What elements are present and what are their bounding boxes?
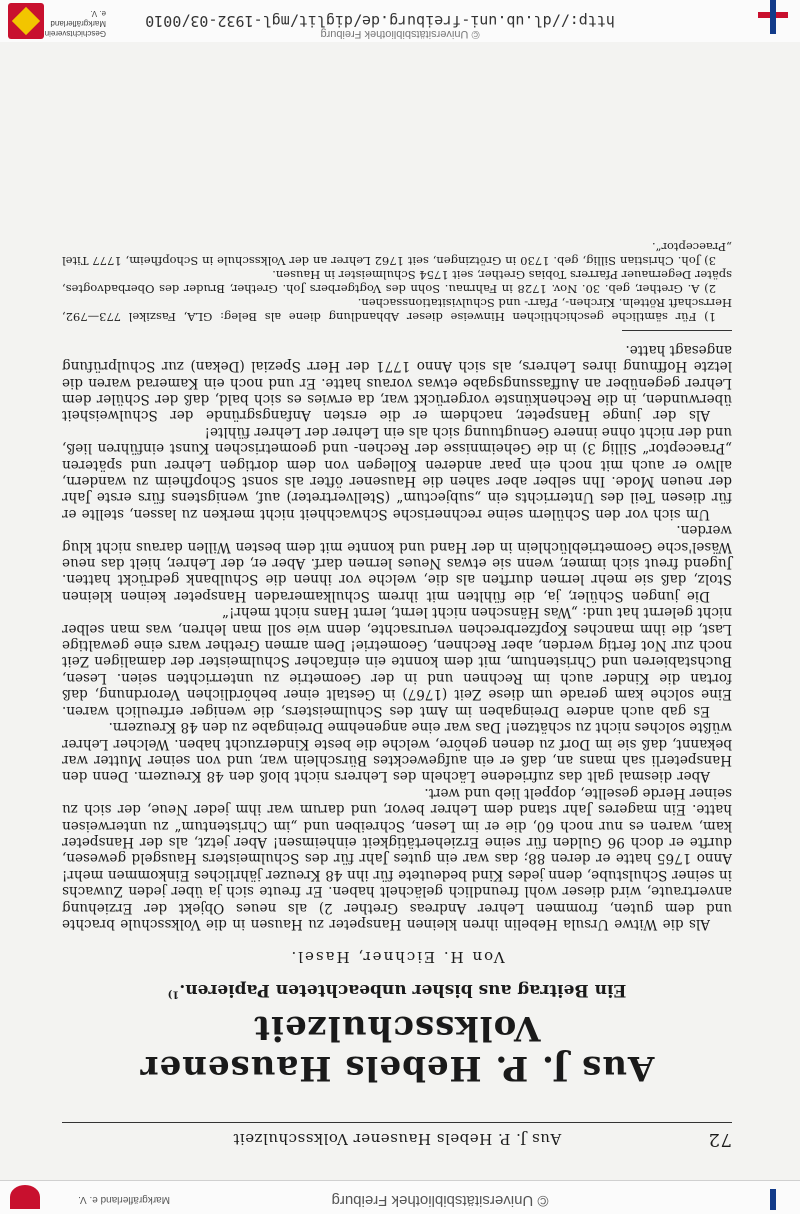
viewer-header <box>0 0 800 43</box>
association-logo-icon <box>8 3 44 39</box>
page-number: 72 <box>708 1129 732 1150</box>
paragraph: Es gab auch andere Dreingaben im Amt des Schulmeisters, die weniger erfreulich waren. Eine solche kam gerade um diese Zeit (1767) in Gestalt einer behördlichen Verordnung, daß fortan die Kinder auch im Rechnen und in der Geometrie zu unterrichten seien. Lesen, Buchstabieren und Christentum, mit dem konnte ein einfacher Schulmeister der damaligen Zeit noch zur Not fertig werden, aber Rechnen, Geometrie! Dem armen Grether wars eine gewaltige Last, die ihm manches Kopfzerbrechen verursachte, denn wie soll man lehren, was man selber nicht gelernt hat und: „Was Hänschen nicht lernt, lernt Hans nicht mehr!“ <box>62 604 732 719</box>
footnote: 1) Für sämtliche geschichtlichen Hinweise dieser Abhandlung diene als Beleg: GLA, Faszikel 773—792, Herrschaft Rötteln. Kirchen-, Pfarr- und Schulvisitationssachen. <box>62 296 732 325</box>
library-credit: © Universitätsbibliothek Freiburg <box>320 28 480 40</box>
scanned-page <box>0 42 800 1180</box>
paragraph: Die jungen Schüler, ja, die fühlten mit ihrem Schulkameraden Hanspeter keinen kleinen Stolz, daß sie mehr lernen durften als die, welche vor ihnen die Schulbank gedrückt hatten. Jugend freut sich immer, wenn sie etwas Neues lernen darf. Aber er, der Lehrer, hielt das neue Wäsel'sche Geometrieblüchlein in der Hand und konnte mit dem besten Willen daraus nicht klug werden. <box>62 522 732 604</box>
page-content <box>62 240 732 1150</box>
association-logo-icon <box>10 1185 40 1209</box>
article-body <box>62 341 732 932</box>
subtitle-footnote-mark: 1) <box>167 988 180 1000</box>
page-url[interactable]: http://dl.ub.uni-freiburg.de/diglit/mgl-1932-03/0010 <box>145 12 615 30</box>
viewer-footer <box>0 1180 800 1214</box>
article-title: Aus J. P. Hebels Hausener Volksschulzeit <box>139 1008 655 1088</box>
paragraph: Als der junge Hanspeter, nachdem er die ersten Anfangsgründe der Schulweisheit überwunden, in die Rechenkünste vorgerückt war, da erwies es sich bald, daß der Schüler dem Lehrer gegenüber an Auffassungsgabe etwas voraus hatte. Er und noch ein Kamerad waren die letzte Hoffnung ihres Lehrers, als sich Anno 1771 der Herr Spezial (Dekan) zur Schulprüfung angesagt hatte. <box>62 341 732 424</box>
footnote: 2) A. Grether, geb. 30. Nov. 1728 in Fahrnau. Sohn des Vogtgerbers Joh. Grether, Bruder des Oberbadvogtes, später Degernauer Pfarrers Tobias Grether, seit 1754 Schulmeister in Hausen. <box>62 268 732 297</box>
library-logo-icon <box>758 0 788 40</box>
footnote: 3) Joh. Christian Sillig, geb. 1730 in Grötzingen, seit 1762 Lehrer an der Volksschule in Schopfheim, 1777 Titel „Praeceptor“. <box>62 240 732 269</box>
running-head-title: Aus J. P. Hebels Hausener Volksschulzeit <box>232 1130 562 1148</box>
footer-association: Markgräflerland e. V. <box>78 1194 170 1205</box>
footnotes <box>62 240 732 324</box>
library-logo-icon <box>762 1185 784 1210</box>
footnote-divider <box>622 330 732 331</box>
association-name: Geschichtsverein Markgräflerland e. V. <box>44 9 106 38</box>
running-header <box>62 1122 732 1150</box>
paragraph: Um sich vor den Schülern seine rechnerische Schwachheit nicht merken zu lassen, stellte er für diesen Teil des Unterrichts ein „subjectum“ (Stellvertreter) auf, wenigstens fürs erste Jahr der neuen Mode. Ihn selber aber sahen die Hausener öfter als sonst Schopfheim zu wandern, allwo er auch mit noch ein paar anderen Kollegen von dem dortigen Lehrer und späteren „Praeceptor“ Sillig 3) in die Geheimnisse der Rechen- und geometrischen Kunst einführen ließ, und der nicht ohne innere Genugtuung sich als ein Lehrer der Lehrer fühlte! <box>62 423 732 522</box>
paragraph: Aber diesmal galt das zufriedene Lächeln des Lehrers nicht bloß den 48 Kreuzern. Denn den Hanspeterli sah mans an, daß er ein aufgewecktes Bürschlein war, und von seiner Mutter war bekannt, daß sie im Dorf zu denen gehöre, welche die beste Kinderzucht haben. Welcher Lehrer wüßte solches nicht zu schätzen! Das war eine angenehme Dreingabe zu den 48 Kreuzern. <box>62 719 732 785</box>
article-author: Von H. Eichner, Hasel. <box>289 948 505 966</box>
subtitle-text: Ein Beitrag aus bisher unbeachteten Papieren. <box>179 980 627 1000</box>
paragraph: Als die Witwe Ursula Hebelin ihren kleinen Hanspeter zu Hausen in die Volksschule brachte und dem guten, frommen Lehrer Andreas Grether 2) als neues Objekt der Erziehung anvertraute, wird dieser wohl freundlich gelächelt haben. Er freute sich ja über jeden Zuwachs in seiner Schulstube, denn jedes Kind bedeutete für ihn 48 Kreuzer jährliches Einkommen mehr! Anno 1765 hatte er deren 88; das war ein gutes Jahr für des Schulmeisters Hausgeld gewesen, durfte er doch 96 Gulden für seine Erziehertätigkeit einheimsen! Aber jetzt, als der Hanspeter kam, waren es nur noch 60, die er im Lesen, Schreiben und „im Christentum“ zu unterweisen hatte. Ein mageres Jahr stand dem Lehrer bevor, und darum war ihm jeder Neue, der sich zu seiner Herde gesellte, doppelt lieb und wert. <box>62 784 732 932</box>
article-subtitle <box>62 980 732 1000</box>
footer-copyright: © Universitätsbibliothek Freiburg <box>331 1192 549 1209</box>
